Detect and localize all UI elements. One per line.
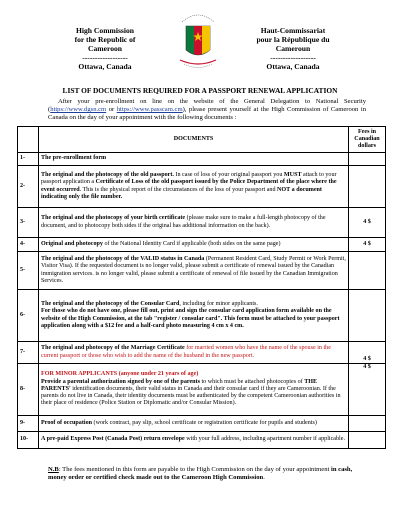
row-text: The original and photocopy of the Marriage Certificate for married women who have the name of the spouse in the current passport or those who wish to add the name of the husband in the new passport. — [39, 342, 349, 364]
row-fee — [349, 416, 386, 432]
row-fee — [349, 153, 386, 166]
fees-header: Fees in Canadian dollars — [349, 127, 386, 153]
row-number: 5- — [18, 252, 39, 290]
row-fee: 4 $ — [349, 238, 386, 252]
row-number: 10- — [18, 432, 39, 449]
row-number: 1- — [18, 153, 39, 166]
header-line: pour la République du — [256, 35, 330, 44]
row-text: The original and the photocopy of the old passport. In case of loss of your original passport you MUST attach to your passport application a Certificate of Loss of the old passport issued by the Police Department of the place where the event occurred. This is the physical report of the circumstances of the loss of your passport and NOT a document indicating only the file number. — [39, 166, 349, 208]
row-text: Original and photocopy of the National Identity Card if applicable (both sides on the same page) — [39, 238, 349, 252]
table-row — [18, 432, 386, 449]
row-fee — [349, 166, 386, 208]
document-title: LIST OF DOCUMENTS REQUIRED FOR A PASSPORT RENEWAL APPLICATION — [62, 86, 338, 95]
header-line: Haut-Commissariat — [260, 26, 326, 35]
row-number: 6- — [18, 290, 39, 342]
table-row — [18, 238, 386, 252]
table-row — [18, 342, 386, 364]
row-fee: 4 $ — [349, 208, 386, 238]
footer-note: N.B: The fees mentioned in this form are payable to the High Commission on the day of your appointment in cash, money order or certified check made out to the Cameroon High Commission. — [48, 466, 353, 482]
passcam-link[interactable]: https://www.passcam.cm — [116, 106, 183, 114]
table-row — [18, 290, 386, 342]
row-fee — [349, 252, 386, 290]
row-text: A pre-paid Express Post (Canada Post) return envelope with your full address, including apartment number if applicable. — [39, 432, 349, 449]
row-text: Proof of occupation (work contract, pay slip, school certificate or registration certificate for pupils and students) — [39, 416, 349, 432]
row-number: 9- — [18, 416, 39, 432]
row-number: 2- — [18, 166, 39, 208]
row-text: The original and the photocopy of your birth certificate (please make sure to make a full-length photocopy of the document, and to photocopy both sides if the original has additional information on the back). — [39, 208, 349, 238]
table-row — [18, 416, 386, 432]
row-fee: 4 $ — [349, 342, 386, 364]
table-row — [18, 208, 386, 238]
row-number: 3- — [18, 208, 39, 238]
row-text: FOR MINOR APPLICANTS (anyone under 21 years of age) Provide a parental authorization signed by one of the parents to which must be attached photocopies of THE PARENTS' identification documents, their valid status in Canada and their consular card if they are Cameroonian. If the parents do not live in Canada, their identity documents must be authenticated by the competent Cameroonian authorities in their place of residence (Police Station or Diplomatic and/or Consular Mission). — [39, 364, 349, 416]
documents-table — [17, 126, 386, 449]
cameroon-coat-of-arms-icon — [176, 10, 220, 74]
row-number: 7- — [18, 342, 39, 364]
header-line: ------------------ — [270, 53, 316, 62]
table-row — [18, 252, 386, 290]
row-text: The original and the photocopy of the VALID status in Canada (Permanent Resident Card, Study Permit or Work Permit, Visitor Visa). If the requested document is no longer valid, please submit a certificate of renewal issued by the Canadian immigration services. is no longer valid, please submit a certificate of renewal of file issued by the Canadian Immigration Services. — [39, 252, 349, 290]
header-english — [40, 26, 170, 71]
table-row — [18, 153, 386, 166]
table-row — [18, 166, 386, 208]
row-text: The original and the photocopy of the Consular Card, including for minor applicants. For those who do not have one, please fill out, print and sign the consular card application form available on the website of the High Commission, at the tab "register / consular card". This form must be attached to your passport application along with a $12 fee and a half-card photo measuring 4 cm x 4 cm. — [39, 290, 349, 342]
table-row — [18, 364, 386, 416]
dgsn-link[interactable]: https://www.dgsn.cm — [50, 106, 107, 114]
header-line: for the Republic of — [74, 35, 136, 44]
header-line: ------------------ — [82, 53, 128, 62]
row-number: 4- — [18, 238, 39, 252]
row-number: 8- — [18, 364, 39, 416]
header-line: Ottawa, Canada — [266, 62, 320, 71]
header-line: Cameroun — [275, 44, 311, 53]
table-header-row — [18, 127, 386, 153]
header-french — [228, 26, 358, 71]
header-line: Ottawa, Canada — [78, 62, 132, 71]
row-fee — [349, 290, 386, 342]
row-fee — [349, 432, 386, 449]
header-line: Cameroon — [87, 44, 123, 53]
intro-paragraph: After your pre-enrollment on line on the website of the General Delegation to National Security (https://www.dgsn.cm or https://www.passcam.cm), please present yourself at the High Commission of Cameroon in Canada on the day of your appointment with the following documents : — [48, 98, 366, 122]
row-fee: 4 $ — [349, 364, 386, 416]
documents-header: DOCUMENTS — [39, 127, 349, 153]
row-text: The pre-enrollment form — [39, 153, 349, 166]
header-line: High Commission — [75, 26, 135, 35]
